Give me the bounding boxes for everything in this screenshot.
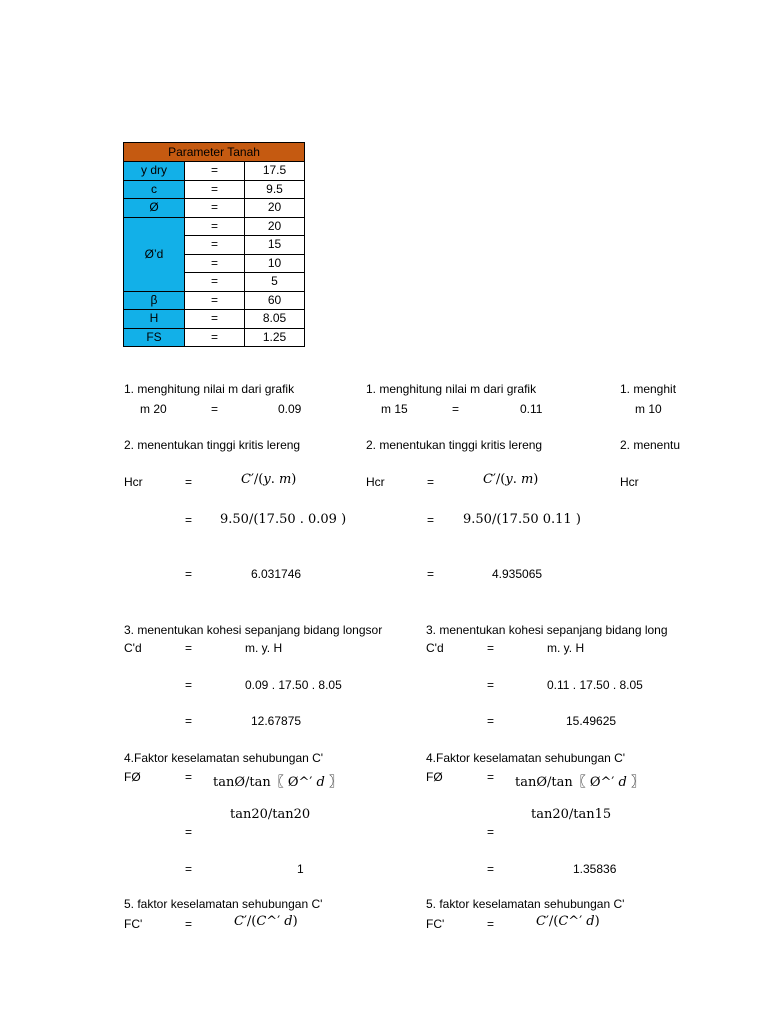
- b-f-label: FØ: [426, 770, 443, 784]
- col1-subst-eq: =: [185, 513, 193, 527]
- col1-hcr-result: 6.031746: [251, 567, 302, 581]
- col2-step2-heading: 2. menentukan tinggi kritis lereng: [366, 438, 543, 452]
- col2-result-eq: =: [427, 567, 435, 581]
- b-cd-result-eq: =: [487, 714, 495, 728]
- param-label: c: [124, 180, 185, 199]
- b-cd-subst-eq: =: [487, 678, 495, 692]
- col1-m-value: 0.09: [278, 402, 302, 416]
- a-f-label: FØ: [124, 770, 141, 784]
- param-label: Ø: [124, 199, 185, 218]
- col3-hcr-label: Hcr: [620, 475, 639, 489]
- col2-m-label: m 15: [381, 402, 408, 416]
- b-cd-formula: m. y. H: [547, 641, 585, 655]
- param-eq: =: [185, 236, 245, 255]
- col2-m-value: 0.11: [520, 402, 543, 416]
- b-f-result: 1.35836: [573, 862, 617, 876]
- a-cd-subst-eq: =: [185, 678, 193, 692]
- param-value: 1.25: [245, 328, 305, 347]
- col1-m-label: m 20: [140, 402, 167, 416]
- col3-step2-heading: 2. menentu: [620, 438, 681, 452]
- col1-step2-heading: 2. menentukan tinggi kritis lereng: [124, 438, 301, 452]
- col2-hcr-substitution: 9.50/(17.50 0.11 ): [463, 512, 581, 527]
- param-label: Ø’d: [124, 217, 185, 291]
- col1-hcr-formula: 𝐶′/(𝑦. 𝑚): [241, 472, 297, 487]
- b-f-eq: =: [487, 770, 495, 784]
- param-label: y dry: [124, 162, 185, 181]
- b-step5-heading: 5. faktor keselamatan sehubungan C': [426, 897, 625, 911]
- col2-hcr-formula: 𝐶′/(𝑦. 𝑚): [483, 472, 539, 487]
- param-value: 5: [245, 273, 305, 292]
- col3-m-label: m 10: [635, 402, 662, 416]
- a-step4-heading: 4.Faktor keselamatan sehubungan C': [124, 751, 324, 765]
- a-fc-label: FC': [124, 917, 143, 931]
- col1-hcr-label: Hcr: [124, 475, 143, 489]
- b-cd-result: 15.49625: [566, 714, 617, 728]
- b-f-subst-eq: =: [487, 825, 495, 839]
- a-f-substitution: tan20/tan20: [230, 807, 311, 822]
- a-fc-eq: =: [185, 917, 193, 931]
- col1-result-eq: =: [185, 567, 193, 581]
- b-fc-eq: =: [487, 917, 495, 931]
- a-cd-eq: =: [185, 641, 193, 655]
- col1-step1-heading: 1. menghitung nilai m dari grafik: [124, 382, 295, 396]
- param-eq: =: [185, 291, 245, 310]
- b-f-substitution: tan20/tan15: [531, 807, 612, 822]
- a-fc-formula: 𝐶′/(𝐶^′ 𝑑): [234, 914, 298, 929]
- a-step3-heading: 3. menentukan kohesi sepanjang bidang longsor: [124, 623, 383, 637]
- b-fc-formula: 𝐶′/(𝐶^′ 𝑑): [536, 914, 600, 929]
- col2-hcr-result: 4.935065: [492, 567, 543, 581]
- param-label: β: [124, 291, 185, 310]
- a-step5-heading: 5. faktor keselamatan sehubungan C': [124, 897, 323, 911]
- param-value: 17.5: [245, 162, 305, 181]
- param-eq: =: [185, 162, 245, 181]
- b-cd-eq: =: [487, 641, 495, 655]
- param-eq: =: [185, 180, 245, 199]
- col2-hcr-label: Hcr: [366, 475, 385, 489]
- b-step3-heading: 3. menentukan kohesi sepanjang bidang long: [426, 623, 668, 637]
- parameter-table-title: Parameter Tanah: [124, 143, 305, 162]
- b-cd-substitution: 0.11 . 17.50 . 8.05: [547, 678, 643, 692]
- param-value: 9.5: [245, 180, 305, 199]
- param-value: 8.05: [245, 310, 305, 329]
- col2-step1-heading: 1. menghitung nilai m dari grafik: [366, 382, 537, 396]
- param-eq: =: [185, 199, 245, 218]
- b-f-formula: tanØ/tan〖 Ø^′ 𝑑 〗: [515, 775, 644, 790]
- col1-hcr-eq: =: [185, 475, 193, 489]
- a-cd-result-eq: =: [185, 714, 193, 728]
- col1-hcr-substitution: 9.50/(17.50 . 0.09 ): [220, 512, 347, 527]
- param-eq: =: [185, 273, 245, 292]
- a-cd-substitution: 0.09 . 17.50 . 8.05: [245, 678, 342, 692]
- param-value: 20: [245, 199, 305, 218]
- a-f-formula: tanØ/tan〖 Ø^′ 𝑑 〗: [213, 775, 342, 790]
- param-eq: =: [185, 217, 245, 236]
- param-value: 10: [245, 254, 305, 273]
- a-cd-result: 12.67875: [251, 714, 302, 728]
- col2-subst-eq: =: [427, 513, 435, 527]
- col3-step1-heading: 1. menghit: [620, 382, 677, 396]
- a-f-result: 1: [297, 862, 304, 876]
- param-label: FS: [124, 328, 185, 347]
- b-fc-label: FC': [426, 917, 445, 931]
- a-cd-label: C'd: [124, 641, 142, 655]
- param-value: 20: [245, 217, 305, 236]
- a-f-subst-eq: =: [185, 825, 193, 839]
- b-step4-heading: 4.Faktor keselamatan sehubungan C': [426, 751, 626, 765]
- param-eq: =: [185, 310, 245, 329]
- param-eq: =: [185, 328, 245, 347]
- a-cd-formula: m. y. H: [245, 641, 283, 655]
- a-f-eq: =: [185, 770, 193, 784]
- param-eq: =: [185, 254, 245, 273]
- b-f-result-eq: =: [487, 862, 495, 876]
- param-value: 15: [245, 236, 305, 255]
- col2-m-eq: =: [452, 402, 460, 416]
- b-cd-label: C'd: [426, 641, 444, 655]
- param-value: 60: [245, 291, 305, 310]
- param-label: H: [124, 310, 185, 329]
- col2-hcr-eq: =: [427, 475, 435, 489]
- a-f-result-eq: =: [185, 862, 193, 876]
- col1-m-eq: =: [211, 402, 219, 416]
